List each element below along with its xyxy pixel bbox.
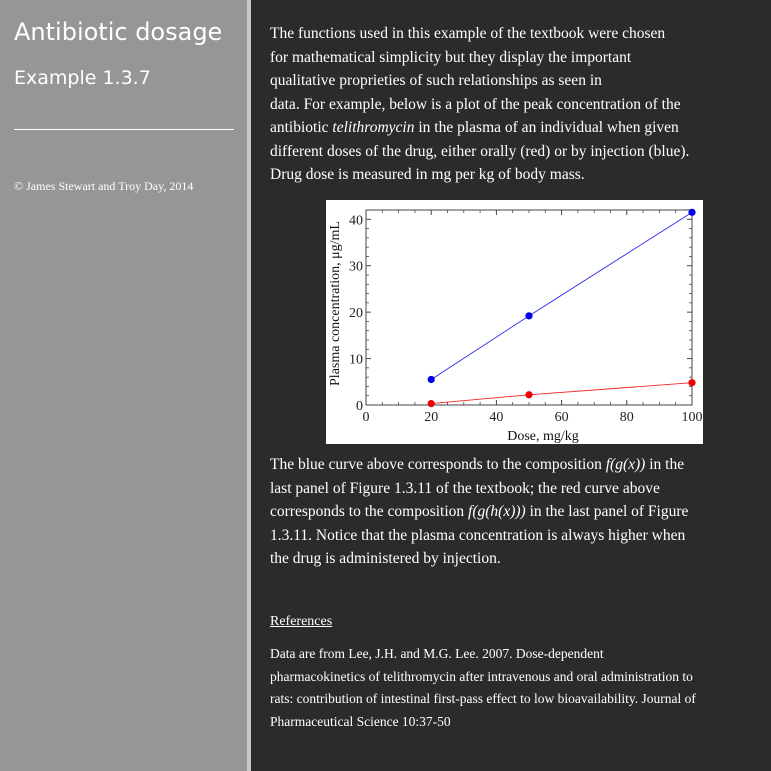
- intro-paragraph: [270, 22, 760, 187]
- y-tick-label: 40: [349, 213, 363, 229]
- explanation-line: [270, 453, 760, 477]
- composition-formula: f(g(x)): [605, 456, 646, 473]
- sidebar-border: [247, 0, 251, 771]
- intro-line: different doses of the drug, either orally (red) or by injection (blue).: [270, 142, 690, 160]
- x-tick-label: 40: [489, 410, 504, 425]
- data-point: [525, 312, 532, 319]
- dose-concentration-chart: [326, 200, 703, 444]
- series-line: [431, 212, 692, 379]
- reference-line: pharmacokinetics of telithromycin after intravenous and oral administration to: [270, 668, 693, 684]
- intro-text: antibiotic: [270, 119, 333, 136]
- x-tick-label: 80: [619, 410, 634, 425]
- explanation-line: the drug is administered by injection.: [270, 550, 501, 567]
- references-body: [270, 643, 765, 733]
- sidebar-subtitle: Example 1.3.7: [14, 67, 151, 89]
- plot-frame: [366, 210, 692, 405]
- sidebar-title: Antibiotic dosage: [14, 18, 223, 46]
- y-tick-label: 10: [349, 352, 363, 368]
- drug-name: telithromycin: [332, 119, 415, 136]
- sidebar: [0, 0, 247, 771]
- x-tick-label: 100: [681, 410, 703, 425]
- sidebar-divider: [14, 129, 234, 130]
- copyright-notice: © James Stewart and Troy Day, 2014: [14, 179, 194, 193]
- explanation-line: [270, 500, 760, 524]
- data-point: [428, 376, 435, 383]
- explanation-paragraph: [270, 453, 760, 571]
- explanation-text: The blue curve above corresponds to the composition: [270, 456, 606, 473]
- data-point: [688, 379, 695, 386]
- y-axis-label: Plasma concentration, μg/mL: [328, 221, 343, 386]
- data-point: [428, 400, 435, 407]
- intro-line: Drug dose is measured in mg per kg of body mass.: [270, 166, 585, 183]
- x-tick-label: 60: [554, 410, 569, 425]
- data-point: [688, 209, 695, 216]
- explanation-line: last panel of Figure 1.3.11 of the textbook; the red curve above: [270, 479, 660, 497]
- explanation-text: in the: [645, 456, 685, 473]
- x-axis-label: Dose, mg/kg: [507, 429, 579, 444]
- explanation-text: in the last panel of Figure: [525, 503, 689, 520]
- explanation-line: 1.3.11. Notice that the plasma concentration is always higher when: [270, 526, 686, 544]
- explanation-text: corresponds to the composition: [270, 503, 469, 520]
- y-tick-label: 20: [349, 306, 363, 322]
- intro-line: data. For example, below is a plot of the peak concentration of the: [270, 95, 681, 113]
- x-tick-label: 20: [424, 410, 439, 425]
- x-tick-label: 0: [362, 410, 370, 425]
- reference-line: Pharmaceutical Science 10:37-50: [270, 713, 451, 729]
- chart-svg: [326, 200, 703, 444]
- data-point: [525, 391, 532, 398]
- reference-line: rats: contribution of intestinal first-pass effect to low bioavailability. Journal of: [270, 691, 696, 706]
- reference-line: Data are from Lee, J.H. and M.G. Lee. 2007. Dose-dependent: [270, 646, 604, 661]
- intro-line: [270, 116, 760, 140]
- intro-line: for mathematical simplicity but they display the important: [270, 48, 632, 66]
- intro-text: in the plasma of an individual when given: [414, 119, 679, 136]
- y-tick-label: 30: [349, 259, 363, 275]
- references-heading: References: [270, 614, 333, 629]
- composition-formula: f(g(h(x))): [468, 503, 526, 520]
- y-tick-label: 0: [356, 399, 363, 414]
- intro-line: qualitative proprieties of such relationships as seen in: [270, 72, 602, 89]
- intro-line: The functions used in this example of the textbook were chosen: [270, 25, 666, 42]
